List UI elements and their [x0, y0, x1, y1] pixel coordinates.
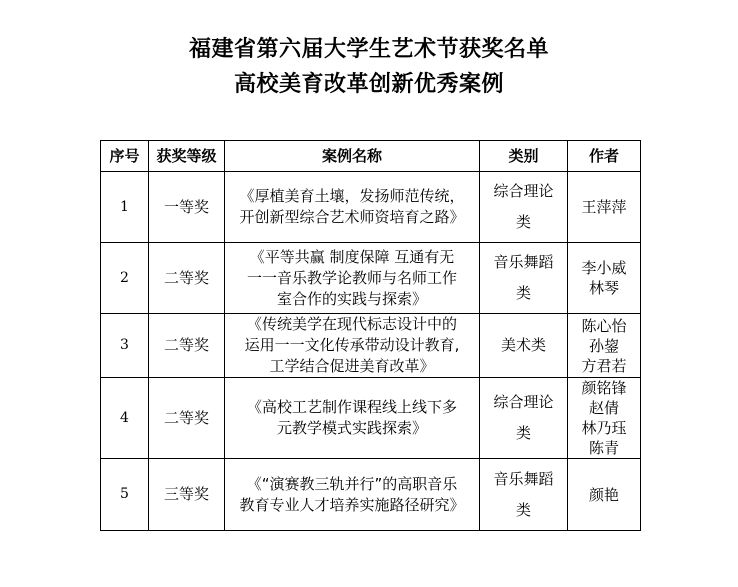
author-name: 孙鋆 — [588, 336, 619, 355]
author-name: 方君若 — [581, 356, 627, 375]
table-row — [101, 459, 641, 531]
award-level: 二等奖 — [149, 314, 225, 378]
authors — [568, 459, 641, 531]
award-level: 一等奖 — [149, 172, 225, 243]
row-index: 2 — [101, 243, 149, 314]
category-line: 类 — [515, 424, 531, 442]
award-level: 三等奖 — [149, 459, 225, 531]
author-name: 林乃珏 — [581, 419, 627, 437]
case-name — [225, 172, 480, 243]
case-name-line: 《厚植美育土壤，发扬师范传统， — [239, 187, 465, 205]
case-name-line: 元教学模式实践探索》 — [276, 419, 427, 437]
row-index: 1 — [101, 172, 149, 243]
row-index: 3 — [101, 314, 149, 378]
awards-table — [100, 140, 641, 531]
authors — [568, 172, 641, 243]
authors — [568, 243, 641, 314]
case-name — [225, 314, 480, 378]
authors — [568, 378, 641, 459]
case-name-line: 开创新型综合艺术师资培育之路》 — [239, 208, 465, 226]
table-row — [101, 314, 641, 378]
author-name: 颜艳 — [588, 485, 619, 504]
category — [480, 459, 568, 531]
author-name: 颜铭锋 — [581, 379, 627, 397]
category-line: 类 — [515, 284, 531, 302]
case-name — [225, 459, 480, 531]
category-line: 类 — [515, 500, 531, 519]
award-level: 二等奖 — [149, 243, 225, 314]
authors — [568, 314, 641, 378]
case-name-line: 运用一一文化传承带动设计教育, — [244, 336, 460, 354]
header-index: 序号 — [101, 141, 149, 172]
table-row — [101, 172, 641, 243]
category-line: 综合理论 — [493, 182, 554, 200]
case-name-line: 教育专业人才培养实施路径研究》 — [239, 495, 465, 514]
case-name-line: 工学结合促进美育改革》 — [269, 357, 435, 375]
category-line: 音乐舞蹈 — [493, 253, 554, 271]
case-name-line: 室合作的实践与探索》 — [276, 289, 427, 308]
category — [480, 243, 568, 314]
award-level: 二等奖 — [149, 378, 225, 459]
author-name: 林琴 — [588, 279, 619, 297]
case-name-line: 《“演赛教三轨并行”的高职音乐 — [246, 474, 458, 493]
case-name-line: 一一音乐教学论教师与名师工作 — [246, 268, 457, 287]
author-name: 王萍萍 — [581, 198, 627, 216]
category — [480, 378, 568, 459]
case-name — [225, 243, 480, 314]
category — [480, 172, 568, 243]
document-subtitle: 高校美育改革创新优秀案例 — [233, 71, 504, 97]
author-name: 赵倩 — [588, 399, 619, 417]
table-row — [101, 243, 641, 314]
document-title: 福建省第六届大学生艺术节获奖名单 — [188, 36, 549, 62]
table-header-row — [101, 141, 641, 172]
case-name — [225, 378, 480, 459]
author-name: 李小威 — [581, 259, 627, 277]
author-name: 陈心怡 — [581, 316, 627, 335]
category — [480, 314, 568, 378]
category-line: 音乐舞蹈 — [493, 469, 554, 488]
case-name-line: 《平等共赢 制度保障 互通有无 — [249, 247, 455, 266]
case-name-line: 《高校工艺制作课程线上线下多 — [246, 398, 457, 416]
category-line: 类 — [515, 213, 531, 231]
category-line: 综合理论 — [493, 393, 554, 411]
header-author: 作者 — [568, 141, 641, 172]
row-index: 5 — [101, 459, 149, 531]
header-case-name: 案例名称 — [225, 141, 480, 172]
case-name-line: 《传统美学在现代标志设计中的 — [246, 315, 457, 333]
row-index: 4 — [101, 378, 149, 459]
author-name: 陈青 — [588, 439, 619, 457]
table-row — [101, 378, 641, 459]
category-line: 美术类 — [500, 336, 546, 354]
header-category: 类别 — [480, 141, 568, 172]
header-award-level: 获奖等级 — [149, 141, 225, 172]
